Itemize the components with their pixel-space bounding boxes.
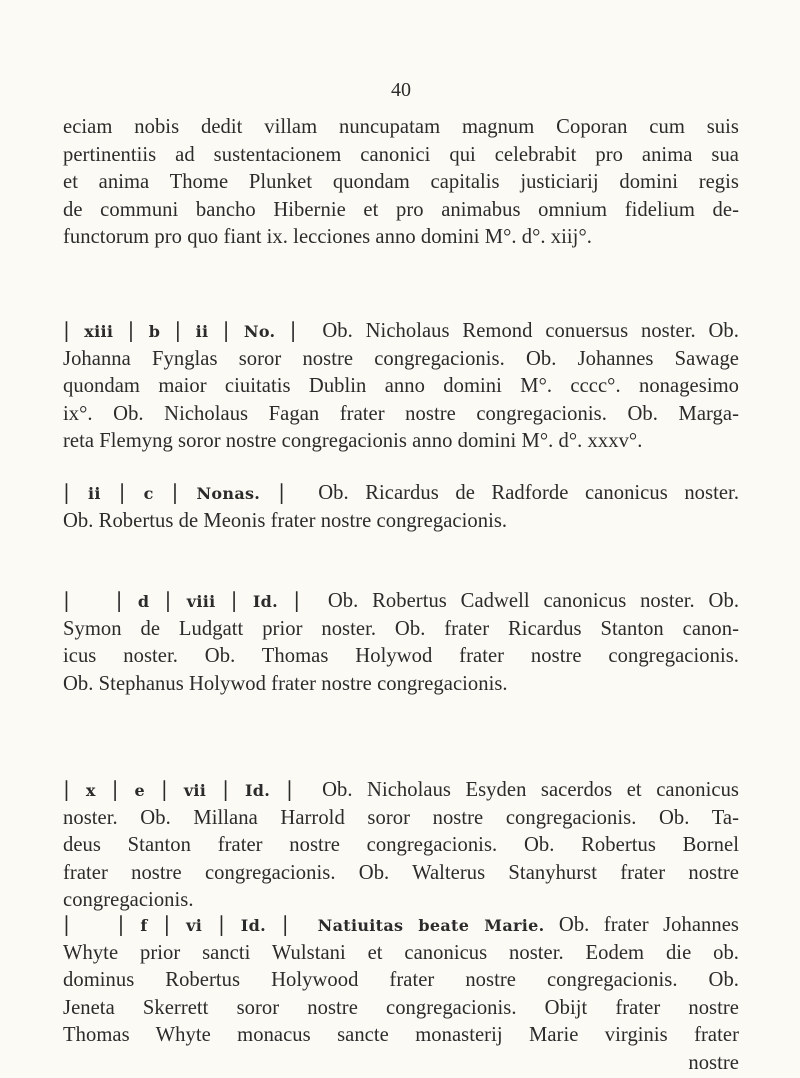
- day-count: vi: [186, 916, 203, 935]
- text-line: deus Stanton frater nostre congregacionis. Ob. Robertus Bornel: [63, 834, 739, 857]
- dominical-letter: e: [134, 781, 146, 800]
- text-line: ix°. Ob. Nicholaus Fagan frater nostre congregacionis. Ob. Marga-: [63, 402, 739, 425]
- roman-date: Id.: [252, 592, 279, 611]
- text-line: icus noster. Ob. Thomas Holywod frater nostre congregacionis.: [63, 645, 739, 668]
- roman-date: Id.: [240, 916, 266, 935]
- text-line: de communi bancho Hibernie et pro animabus omnium fidelium de-: [63, 198, 739, 221]
- golden-number: ii: [87, 484, 101, 503]
- roman-date: No.: [243, 322, 276, 341]
- dominical-letter: d: [137, 592, 150, 611]
- obit-entry: [63, 317, 739, 456]
- obit-entry: [63, 587, 739, 698]
- calendar-columns: | xiii | b | ii | No. |: [63, 318, 297, 342]
- golden-number: x: [85, 781, 96, 800]
- catchword: nostre: [688, 1051, 739, 1074]
- day-count: vii: [183, 781, 207, 800]
- page-number: 40: [390, 79, 412, 101]
- calendar-columns: | x | e | vii | Id. |: [63, 777, 294, 801]
- entry-text: Ob. Robertus Cadwell canonicus noster. Ob.: [327, 590, 740, 612]
- text-line: Ob. Stephanus Holywod frater nostre congregacionis.: [63, 672, 508, 695]
- calendar-columns: | | f | vi | Id. |: [63, 912, 289, 936]
- calendar-columns: | ii | c | Nonas. |: [63, 480, 286, 504]
- obit-entry: [63, 776, 739, 915]
- dominical-letter: b: [148, 322, 161, 341]
- text-line: Jeneta Skerrett soror nostre congregacionis. Obijt frater nostre: [63, 996, 739, 1019]
- text-line: Ob. Robertus de Meonis frater nostre congregacionis.: [63, 509, 508, 532]
- text-line: pertinentiis ad sustentacionem canonici qui celebrabit pro anima sua: [63, 143, 739, 166]
- text-line: Thomas Whyte monacus sancte monasterij Marie virginis frater: [63, 1024, 739, 1047]
- text-line: Symon de Ludgatt prior noster. Ob. frater Ricardus Stanton canon-: [63, 617, 739, 640]
- text-line: noster. Ob. Millana Harrold soror nostre congregacionis. Ob. Ta-: [63, 806, 739, 829]
- entry-text: Ob. Nicholaus Remond conuersus noster. Ob.: [322, 320, 739, 342]
- text-line: dominus Robertus Holywood frater nostre congregacionis. Ob.: [63, 969, 739, 992]
- text-line: quondam maior ciuitatis Dublin anno domini M°. cccc°. nonagesimo: [63, 375, 739, 398]
- text-line: congregacionis.: [63, 889, 194, 912]
- text-line: functorum pro quo fiant ix. lecciones anno domini M°. d°. xiij°.: [63, 226, 592, 249]
- continued-paragraph: [63, 114, 739, 252]
- entry-text: Ob. frater Johannes: [558, 914, 739, 936]
- feast-name: Natiuitas beate Marie.: [317, 916, 545, 935]
- entry-text: Ob. Ricardus de Radforde canonicus noster.: [318, 482, 740, 504]
- text-line: Johanna Fynglas soror nostre congregacionis. Ob. Johannes Sawage: [63, 347, 739, 370]
- roman-date: Id.: [244, 781, 271, 800]
- golden-number: xiii: [84, 322, 114, 341]
- text-line: reta Flemyng soror nostre congregacionis anno domini M°. d°. xxxv°.: [63, 430, 643, 453]
- day-count: viii: [186, 592, 216, 611]
- obit-entry: [63, 479, 739, 535]
- day-count: ii: [195, 322, 209, 341]
- text-line: eciam nobis dedit villam nuncupatam magnum Coporan cum suis: [63, 116, 739, 138]
- entry-text: Ob. Nicholaus Esyden sacerdos et canonicus: [322, 779, 739, 801]
- text-line: et anima Thome Plunket quondam capitalis justiciarij domini regis: [63, 171, 739, 194]
- calendar-columns: | | d | viii | Id. |: [63, 588, 301, 612]
- obit-entry: [63, 911, 739, 1078]
- text-line: frater nostre congregacionis. Ob. Walterus Stanyhurst frater nostre: [63, 861, 739, 884]
- roman-date: Nonas.: [196, 484, 261, 503]
- text-line: Whyte prior sancti Wulstani et canonicus noster. Eodem die ob.: [63, 941, 739, 964]
- dominical-letter: c: [143, 484, 154, 503]
- dominical-letter: f: [140, 916, 148, 935]
